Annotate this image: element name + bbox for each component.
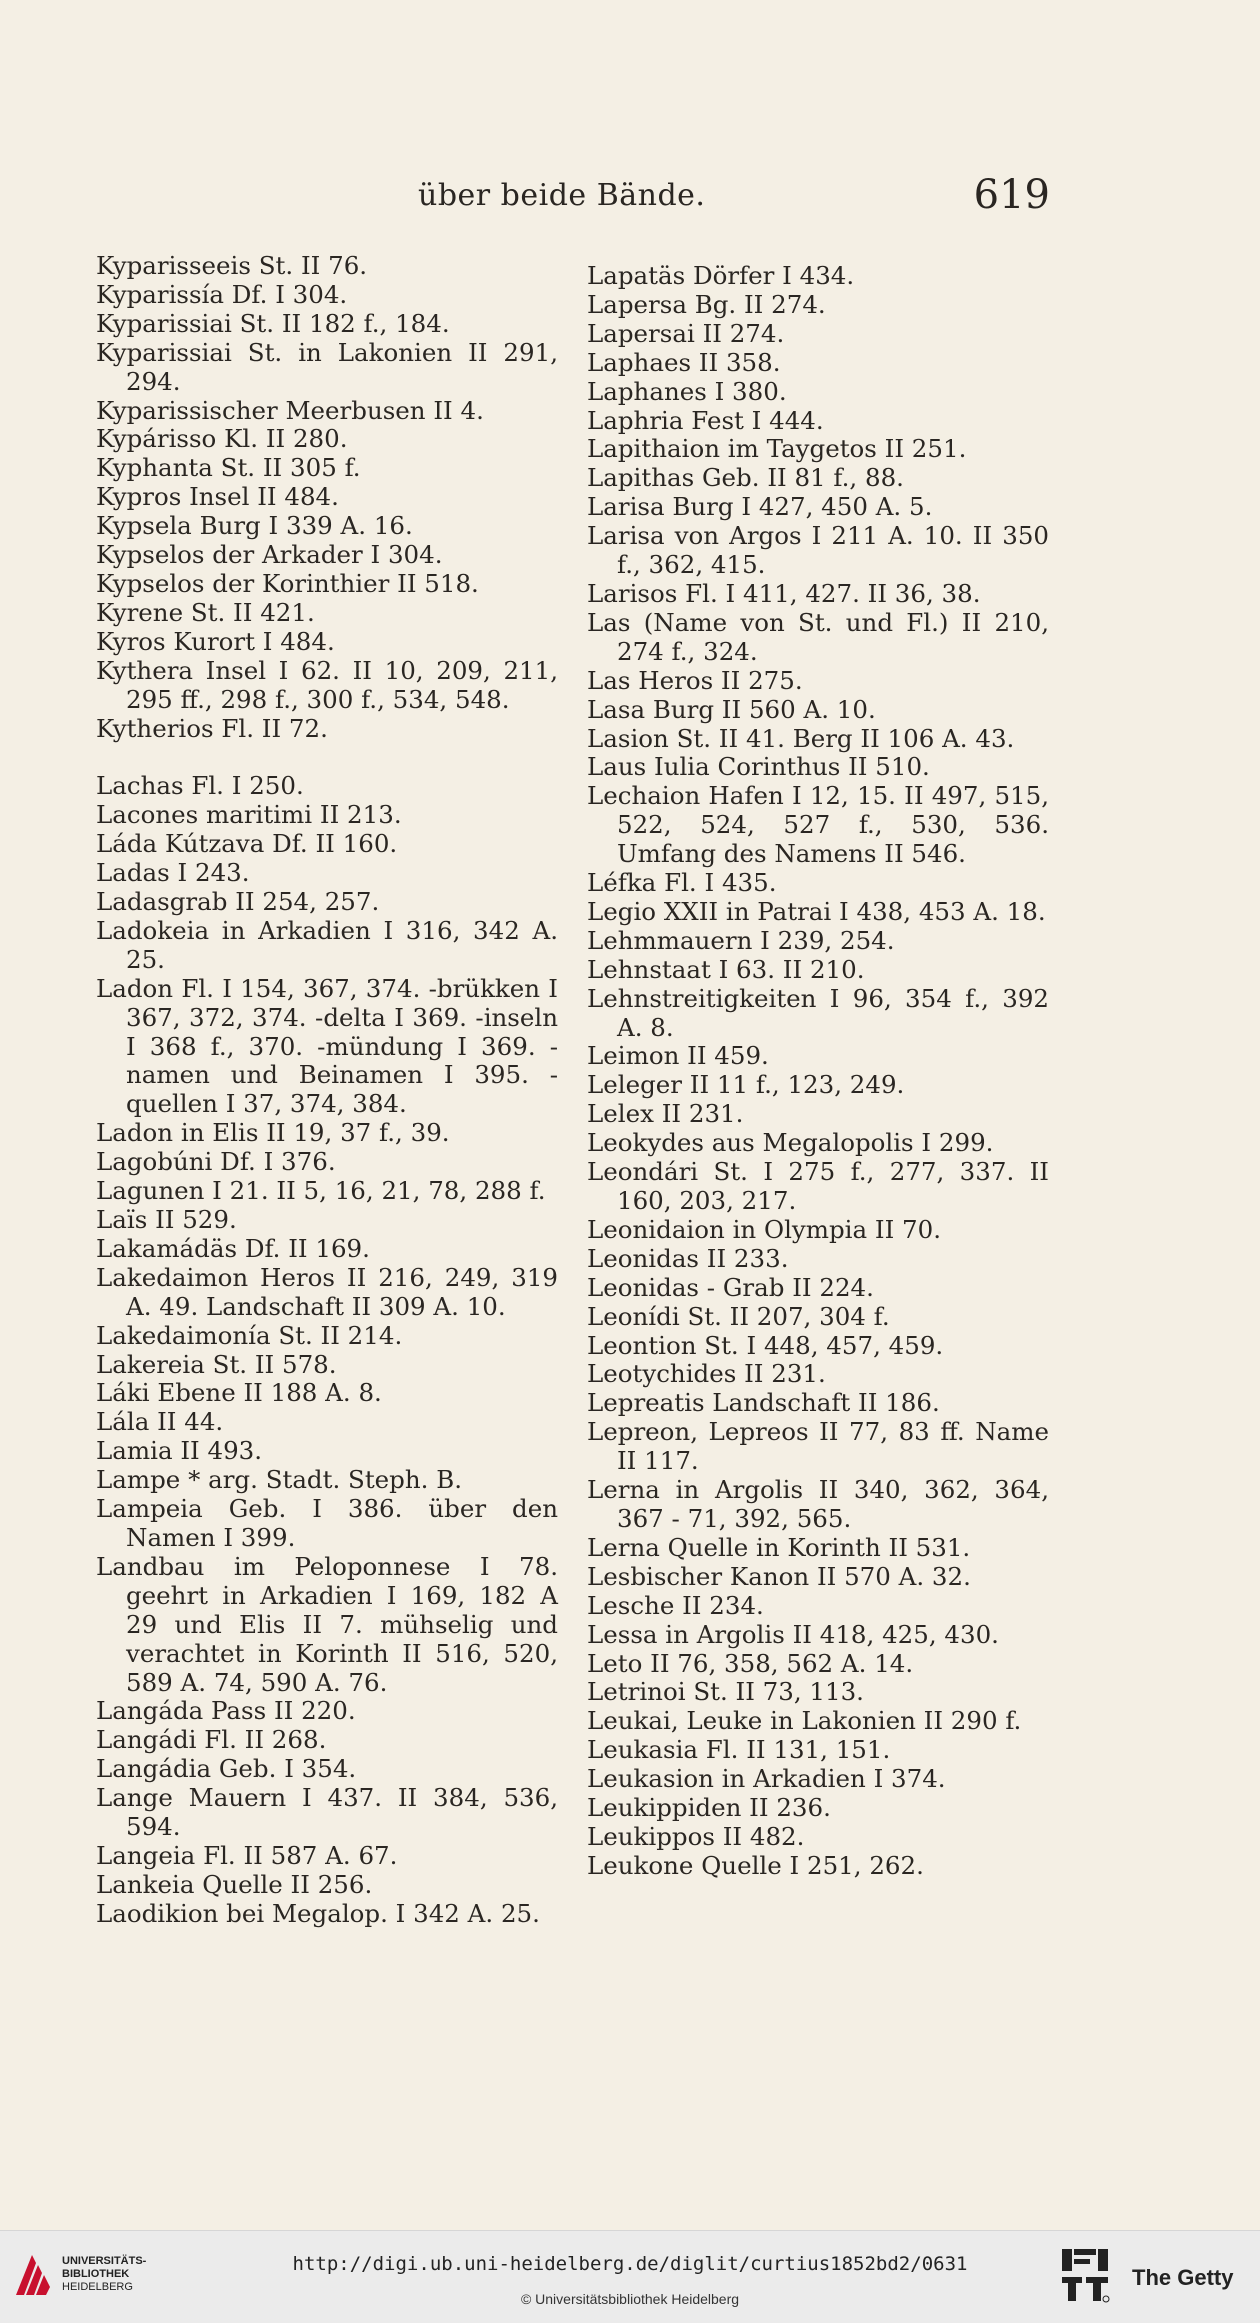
index-entry: Leukippiden II 236. xyxy=(587,1793,831,1823)
running-title: über beide Bände. xyxy=(418,178,706,213)
index-entry: Kypselos der Arkader I 304. xyxy=(96,540,443,570)
index-entry: Langádi Fl. II 268. xyxy=(96,1725,327,1755)
index-entry: Leleger II 11 f., 123, 249. xyxy=(587,1070,905,1100)
index-entry: Landbau im Peloponnese I 78. geehrt in Arkadien I 169, 182 A 29 und Elis II 7. mühselig und verachtet in Korinth II 516, 520, 589 A. 74, 590 A. 76. xyxy=(96,1551,558,1697)
index-entry: Kypselos der Korinthier II 518. xyxy=(96,568,479,598)
index-entry: Leotychides II 231. xyxy=(587,1359,826,1389)
index-column-right xyxy=(587,262,1049,1881)
index-entry: Lankeia Quelle II 256. xyxy=(96,1869,373,1899)
index-entry: Lapersa Bg. II 274. xyxy=(587,289,826,319)
index-entry: Ladasgrab II 254, 257. xyxy=(96,887,380,917)
index-entry: Kythera Insel I 62. II 10, 209, 211, 295 ff., 298 f., 300 f., 534, 548. xyxy=(96,655,558,714)
index-entry: Las Heros II 275. xyxy=(587,665,803,695)
index-entry: Lapithas Geb. II 81 f., 88. xyxy=(587,463,904,493)
index-entry: Laïs II 529. xyxy=(96,1205,237,1234)
getty-label: The Getty xyxy=(1132,2265,1234,2290)
index-entry: Kyrene St. II 421. xyxy=(96,597,315,627)
viewer-footer xyxy=(0,2230,1260,2323)
index-entry: Kyparissía Df. I 304. xyxy=(96,279,348,309)
index-entry: Laphria Fest I 444. xyxy=(587,405,824,435)
index-entry: Laphanes I 380. xyxy=(587,376,787,406)
index-entry: Leukasion in Arkadien I 374. xyxy=(587,1764,946,1794)
index-entry: Lepreatis Landschaft II 186. xyxy=(587,1388,940,1418)
index-entry: Leondári St. I 275 f., 277, 337. II 160, 203, 217. xyxy=(587,1157,1049,1215)
index-entry: Lakedaimon Heros II 216, 249, 319 A. 49. Landschaft II 309 A. 10. xyxy=(96,1262,558,1321)
index-entry: Leimon II 459. xyxy=(587,1041,769,1071)
group-spacer xyxy=(96,743,558,772)
index-entry: Leukippos II 482. xyxy=(587,1821,805,1851)
index-entry: Leontion St. I 448, 457, 459. xyxy=(587,1330,944,1360)
index-entry: Langeia Fl. II 587 A. 67. xyxy=(96,1840,398,1870)
index-entry: Lesbischer Kanon II 570 A. 32. xyxy=(587,1561,971,1591)
index-entry: Lapersai II 274. xyxy=(587,318,785,348)
index-entry: Leukai, Leuke in Lakonien II 290 f. xyxy=(587,1706,1022,1736)
index-entry: Larisa von Argos I 211 A. 10. II 350 f., 362, 415. xyxy=(587,521,1049,580)
index-column-left xyxy=(96,252,558,1929)
index-entry: Kyparisseeis St. II 76. xyxy=(96,251,368,280)
index-entry: Lakereia St. II 578. xyxy=(96,1349,337,1379)
permalink-url[interactable]: http://digi.ub.uni-heidelberg.de/diglit/curtius1852bd2/0631 xyxy=(292,2253,968,2275)
index-entry: Lagunen I 21. II 5, 16, 21, 78, 288 f. xyxy=(96,1176,546,1206)
index-entry: Kypárisso Kl. II 280. xyxy=(96,424,348,454)
index-group-ky xyxy=(96,252,558,743)
index-entry: Leukone Quelle I 251, 262. xyxy=(587,1850,924,1880)
index-entry: Lepreon, Lepreos II 77, 83 ff. Name II 117. xyxy=(587,1417,1049,1476)
copyright-notice: © Universitätsbibliothek Heidelberg xyxy=(520,2291,740,2307)
index-entry: Leukasia Fl. II 131, 151. xyxy=(587,1735,891,1765)
index-entry: Lapithaion im Taygetos II 251. xyxy=(587,434,967,464)
index-entry: Larisa Burg I 427, 450 A. 5. xyxy=(587,492,933,522)
index-entry: Lerna in Argolis II 340, 362, 364, 367 - 71, 392, 565. xyxy=(587,1475,1049,1533)
index-entry: Laphaes II 358. xyxy=(587,347,781,377)
index-entry: Lampe * arg. Stadt. Steph. B. xyxy=(96,1465,462,1495)
index-entry: Lála II 44. xyxy=(96,1407,224,1437)
index-entry: Ladokeia in Arkadien I 316, 342 A. 25. xyxy=(96,915,558,974)
index-entry: Lagobúni Df. I 376. xyxy=(96,1147,336,1177)
index-entry: Lasion St. II 41. Berg II 106 A. 43. xyxy=(587,723,1015,753)
index-entry: Kypros Insel II 484. xyxy=(96,482,339,512)
page-header xyxy=(0,172,1260,228)
index-entry: Las (Name von St. und Fl.) II 210, 274 f., 324. xyxy=(587,607,1049,666)
ub-logo-line: HEIDELBERG xyxy=(62,2281,133,2293)
index-entry: Letrinoi St. II 73, 113. xyxy=(587,1677,864,1707)
index-entry: Ladon Fl. I 154, 367, 374. -brükken I 367, 372, 374. -delta I 369. -inseln I 368 f., 370. -mündung I 369. -namen und Beinamen I 395. -quellen I 37, 374, 384. xyxy=(96,973,558,1119)
index-entry: Leonídi St. II 207, 304 f. xyxy=(587,1301,890,1331)
index-entry: Lehnstaat I 63. II 210. xyxy=(587,954,865,984)
index-entry: Lacones maritimi II 213. xyxy=(96,800,402,830)
index-entry: Lakamádäs Df. II 169. xyxy=(96,1233,370,1263)
index-entry: Lamia II 493. xyxy=(96,1436,263,1466)
index-entry: Kyparissiai St. II 182 f., 184. xyxy=(96,308,450,338)
index-entry: Langádia Geb. I 354. xyxy=(96,1754,357,1784)
index-entry: Leonidas - Grab II 224. xyxy=(587,1272,874,1302)
index-entry: Kypsela Burg I 339 A. 16. xyxy=(96,511,413,541)
index-entry: Lehmmauern I 239, 254. xyxy=(587,925,895,955)
getty-logo[interactable] xyxy=(1060,2245,1260,2309)
index-entry: Lessa in Argolis II 418, 425, 430. xyxy=(587,1619,999,1649)
index-entry: Lapatäs Dörfer I 434. xyxy=(587,261,855,290)
index-entry: Láki Ebene II 188 A. 8. xyxy=(96,1378,382,1408)
ub-logo-line: BIBLIOTHEK xyxy=(62,2268,130,2280)
index-entry: Lerna Quelle in Korinth II 531. xyxy=(587,1532,971,1562)
index-entry: Ladas I 243. xyxy=(96,858,250,888)
index-group-la xyxy=(96,772,558,1928)
ub-logo-line: UNIVERSITÄTS- xyxy=(62,2255,147,2267)
index-entry: Kyphanta St. II 305 f. xyxy=(96,453,361,483)
index-entry: Leonidaion in Olympia II 70. xyxy=(587,1214,941,1244)
index-entry: Leonidas II 233. xyxy=(587,1243,789,1273)
index-entry: Ladon in Elis II 19, 37 f., 39. xyxy=(96,1118,450,1148)
index-entry: Kyparissiai St. in Lakonien II 291, 294. xyxy=(96,337,558,396)
index-entry: Kytherios Fl. II 72. xyxy=(96,713,328,743)
getty-icon xyxy=(1060,2247,1110,2303)
index-entry: Léfka Fl. I 435. xyxy=(587,868,777,898)
page-number: 619 xyxy=(973,172,1050,218)
index-entry: Kyparissischer Meerbusen II 4. xyxy=(96,395,484,425)
index-entry: Lachas Fl. I 250. xyxy=(96,771,304,801)
index-entry: Langáda Pass II 220. xyxy=(96,1696,356,1726)
index-entry: Lampeia Geb. I 386. über den Namen I 399. xyxy=(96,1494,558,1552)
index-entry: Larisos Fl. I 411, 427. II 36, 38. xyxy=(587,578,981,608)
index-entry: Láda Kútzava Df. II 160. xyxy=(96,829,398,859)
index-entry: Lange Mauern I 437. II 384, 536, 594. xyxy=(96,1783,558,1842)
index-entry: Legio XXII in Patrai I 438, 453 A. 18. xyxy=(587,896,1046,926)
index-entry: Leokydes aus Megalopolis I 299. xyxy=(587,1128,994,1158)
index-entry: Kyros Kurort I 484. xyxy=(96,626,335,656)
index-entry: Lasa Burg II 560 A. 10. xyxy=(587,694,876,724)
index-entry: Leto II 76, 358, 562 A. 14. xyxy=(587,1648,914,1678)
index-entry: Laus Iulia Corinthus II 510. xyxy=(587,752,930,782)
index-entry: Lehnstreitigkeiten I 96, 354 f., 392 A. 8. xyxy=(587,983,1049,1042)
index-entry: Lelex II 231. xyxy=(587,1099,744,1129)
index-entry: Lechaion Hafen I 12, 15. II 497, 515, 522, 524, 527 f., 530, 536. Umfang des Namens II 546. xyxy=(587,781,1049,869)
index-entry: Laodikion bei Megalop. I 342 A. 25. xyxy=(96,1898,540,1928)
index-entry: Lesche II 234. xyxy=(587,1590,764,1620)
index-group-right xyxy=(587,262,1049,1881)
index-entry: Lakedaimonía St. II 214. xyxy=(96,1320,403,1350)
